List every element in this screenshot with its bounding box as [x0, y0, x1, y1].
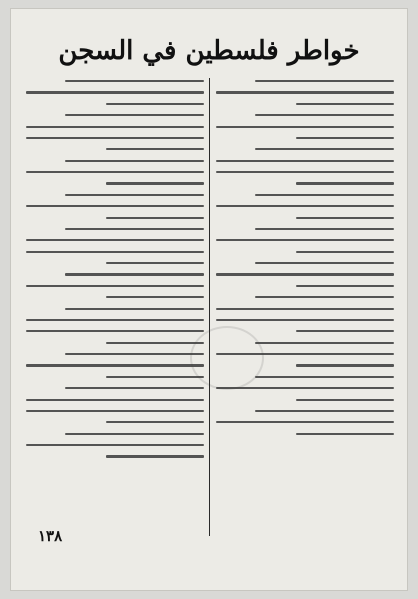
- text-line-placeholder: [216, 126, 394, 128]
- text-line-placeholder: [26, 410, 204, 412]
- paragraph-placeholder: [26, 194, 204, 219]
- text-line-placeholder: [26, 364, 204, 366]
- paragraph-placeholder: [216, 80, 394, 105]
- paragraph-placeholder: [26, 273, 204, 298]
- text-line-placeholder: [255, 80, 394, 82]
- right-text-column: [216, 80, 394, 530]
- text-line-placeholder: [255, 296, 394, 298]
- text-line-placeholder: [106, 148, 204, 150]
- paragraph-placeholder: [216, 228, 394, 253]
- text-line-placeholder: [255, 148, 394, 150]
- text-line-placeholder: [65, 228, 204, 230]
- scanned-page: [10, 8, 408, 591]
- text-line-placeholder: [255, 228, 394, 230]
- paragraph-placeholder: [26, 228, 204, 264]
- paragraph-placeholder: [216, 296, 394, 332]
- text-line-placeholder: [26, 137, 204, 139]
- paragraph-placeholder: [26, 387, 204, 423]
- text-line-placeholder: [26, 251, 204, 253]
- text-line-placeholder: [65, 308, 204, 310]
- paragraph-placeholder: [216, 114, 394, 139]
- text-line-placeholder: [216, 205, 394, 207]
- text-line-placeholder: [65, 273, 204, 275]
- text-line-placeholder: [106, 262, 204, 264]
- text-line-placeholder: [255, 262, 394, 264]
- text-line-placeholder: [255, 376, 394, 378]
- text-line-placeholder: [296, 433, 394, 435]
- text-line-placeholder: [296, 330, 394, 332]
- text-line-placeholder: [255, 114, 394, 116]
- text-line-placeholder: [216, 239, 394, 241]
- page-heading: خواطر فلسطين في السجن: [58, 36, 360, 66]
- text-line-placeholder: [296, 285, 394, 287]
- left-text-column: [26, 80, 204, 530]
- text-line-placeholder: [65, 160, 204, 162]
- text-line-placeholder: [106, 455, 204, 457]
- text-line-placeholder: [26, 444, 204, 446]
- text-line-placeholder: [296, 399, 394, 401]
- text-line-placeholder: [26, 205, 204, 207]
- paragraph-placeholder: [216, 262, 394, 287]
- text-line-placeholder: [255, 342, 394, 344]
- text-line-placeholder: [65, 433, 204, 435]
- text-line-placeholder: [296, 137, 394, 139]
- text-line-placeholder: [65, 80, 204, 82]
- paragraph-placeholder: [216, 410, 394, 435]
- text-line-placeholder: [106, 421, 204, 423]
- text-line-placeholder: [26, 126, 204, 128]
- paragraph-placeholder: [26, 114, 204, 150]
- text-line-placeholder: [26, 285, 204, 287]
- text-line-placeholder: [216, 387, 394, 389]
- text-line-placeholder: [296, 217, 394, 219]
- text-line-placeholder: [106, 342, 204, 344]
- paragraph-placeholder: [26, 160, 204, 185]
- paragraph-placeholder: [26, 353, 204, 378]
- text-line-placeholder: [216, 353, 394, 355]
- text-line-placeholder: [106, 296, 204, 298]
- text-line-placeholder: [26, 319, 204, 321]
- text-line-placeholder: [26, 399, 204, 401]
- text-line-placeholder: [26, 239, 204, 241]
- text-line-placeholder: [296, 251, 394, 253]
- text-line-placeholder: [26, 330, 204, 332]
- text-line-placeholder: [255, 410, 394, 412]
- column-divider: [209, 78, 210, 536]
- text-line-placeholder: [216, 273, 394, 275]
- paragraph-placeholder: [26, 80, 204, 105]
- text-line-placeholder: [296, 364, 394, 366]
- text-line-placeholder: [65, 387, 204, 389]
- paragraph-placeholder: [216, 148, 394, 184]
- paragraph-placeholder: [216, 194, 394, 219]
- text-line-placeholder: [106, 376, 204, 378]
- paragraph-placeholder: [216, 342, 394, 367]
- text-line-placeholder: [65, 194, 204, 196]
- text-line-placeholder: [216, 421, 394, 423]
- text-line-placeholder: [106, 217, 204, 219]
- text-line-placeholder: [26, 91, 204, 93]
- paragraph-placeholder: [26, 308, 204, 344]
- text-line-placeholder: [216, 319, 394, 321]
- text-line-placeholder: [296, 182, 394, 184]
- text-line-placeholder: [296, 103, 394, 105]
- text-line-placeholder: [106, 103, 204, 105]
- text-line-placeholder: [65, 114, 204, 116]
- text-line-placeholder: [106, 182, 204, 184]
- text-line-placeholder: [26, 171, 204, 173]
- paragraph-placeholder: [26, 433, 204, 458]
- text-line-placeholder: [216, 308, 394, 310]
- text-line-placeholder: [255, 194, 394, 196]
- text-line-placeholder: [65, 353, 204, 355]
- paragraph-placeholder: [216, 376, 394, 401]
- text-line-placeholder: [216, 91, 394, 93]
- text-line-placeholder: [216, 171, 394, 173]
- page-number: ١٣٨: [38, 527, 63, 545]
- text-line-placeholder: [216, 160, 394, 162]
